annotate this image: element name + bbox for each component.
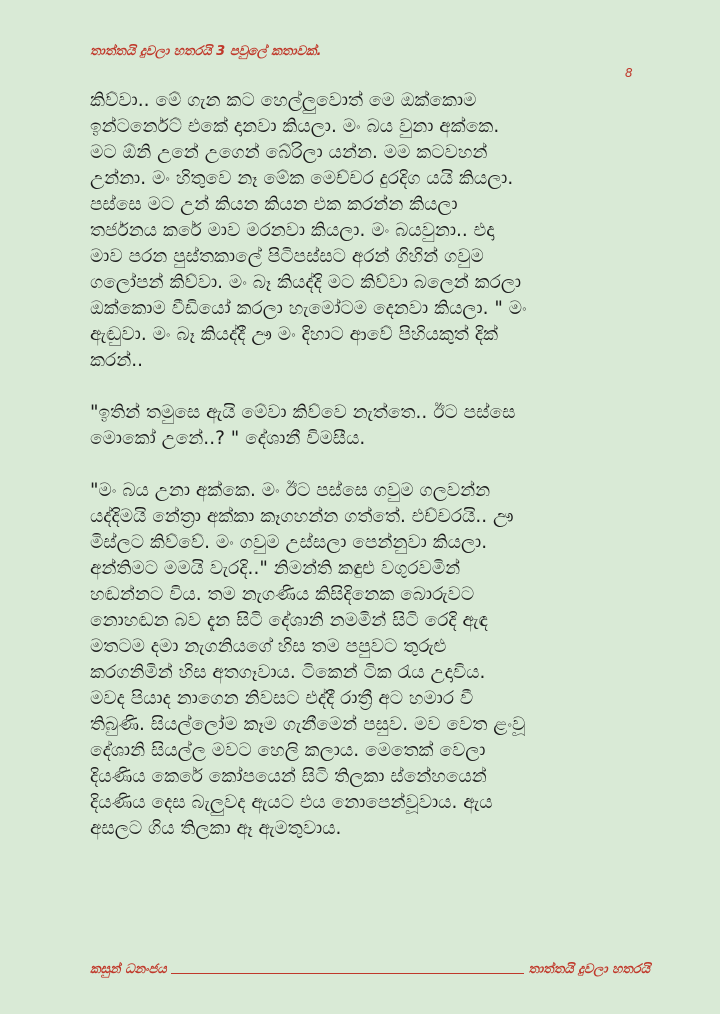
text-line: යද්දිමයි නේත්‍රා අක්කා කෑගහන්න ගත්තේ. එච්චරයි.. ඌ: [90, 506, 514, 527]
text-line: කරන්..: [90, 350, 143, 371]
text-line: අසලට ගිය තිලකා ඈ ඇමතුවාය.: [90, 818, 342, 839]
text-line: "ඉතින් තමුසෙ ඇයි මේවා කිව්වෙ නැත්තෙ.. ඊට පස්සෙ: [90, 402, 516, 423]
footer-author: කසුන් ධනංජය: [90, 962, 167, 977]
story-body: [90, 88, 650, 868]
text-line: ඔක්කොම වීඩියෝ කරලා හැමෝටම දෙනවා කියලා. " මං: [90, 298, 527, 319]
text-line: මවද පියාද නාගෙන නිවසට එද්දී රාත්‍රී අට හමාර වී: [90, 688, 474, 709]
paragraph: [90, 400, 650, 452]
text-line: තිබුණි. සියල්ලෝම කෑම ගැනීමෙන් පසුව. මව වෙත ළංවූ: [90, 714, 526, 735]
footer: [90, 962, 650, 977]
footer-series: තාත්තයි දුවලා හතරයි: [528, 962, 650, 977]
text-line: දේශානි සියල්ල මවට හෙලි කලාය. මෙතෙක් වෙලා: [90, 740, 486, 761]
text-line: මතටම දමා නැගනියගේ හිස තම පපුවට තුරුළු: [90, 636, 447, 657]
text-line: පස්සෙ මට උන් කියන කියන එක කරන්න කියලා: [90, 194, 458, 215]
text-line: මිස්ලට කිව්වේ. මං ගවුම උස්සලා පෙන්නුවා කියලා.: [90, 532, 488, 553]
text-line: දියණිය කෙරේ කෝපයෙන් සිටි තිලකා ස්නේහයෙන්: [90, 766, 487, 787]
text-line: උන්නා. මං හිතුවෙ නෑ මේක මෙච්චර දුරදිග යයි කියලා.: [90, 168, 514, 189]
text-line: මට ඕනි උනේ උගෙන් බේරිලා යන්න. මම කටවහන්: [90, 142, 488, 163]
text-line: දියණිය දෙස බැලුවද ඇයට එය නොපෙන්වූවාය. ඇය: [90, 792, 493, 813]
text-line: තර්ජනය කරේ මාව මරනවා කියලා. මං බයවුනා.. එදා: [90, 220, 495, 241]
text-line: ඇඬුවා. මං බෑ කියද්දී ඌ මං දිහාට ආවේ පිහියකුත් දික්: [90, 324, 499, 345]
text-line: කරගනිමින් හිස අතගෑවාය. ටිකෙන් ටික රැය උදාවිය.: [90, 662, 486, 683]
page-number: 8: [625, 66, 633, 80]
paragraph: [90, 478, 650, 842]
header-title: තාත්තයි දුවලා හතරයි 3 පවුලේ කතාවක්.: [90, 44, 322, 59]
text-line: අන්තිමට මමයි වැරදි.." නිමන්ති කඳුළු වගුරවමින්: [90, 558, 461, 579]
text-line: නොහඬන බව දැන සිටි දේශානි නමමින් සිටි රෙදි ඇඳ: [90, 610, 488, 631]
text-line: ගලෝපන් කිව්වා. මං බෑ කියද්දි මට කිව්වා බලෙන් කරලා: [90, 272, 522, 293]
text-line: මොකෝ උනේ..? " දේශානී විමසීය.: [90, 428, 366, 449]
text-line: "මං බය උනා අක්කෙ. මං ඊට පස්සෙ ගවුම ගලවන්න: [90, 480, 491, 501]
text-line: මාව පරන පුස්තකාලේ පිටිපස්සට අරන් ගිහින් ගවුම: [90, 246, 484, 267]
footer-rule: [171, 972, 525, 974]
paragraph: [90, 88, 650, 374]
text-line: ඉන්ටර්නෙට් එකේ දානවා කියලා. මං බය වුනා අක්කෙ.: [90, 116, 500, 137]
text-line: හඬන්නට විය. තම නැගණිය කිසිදිනෙක බොරුවට: [90, 584, 475, 605]
text-line: කිව්වා.. මේ ගැන කට හෙල්ලුවොත් මෙ ඔක්කොම: [90, 90, 477, 111]
